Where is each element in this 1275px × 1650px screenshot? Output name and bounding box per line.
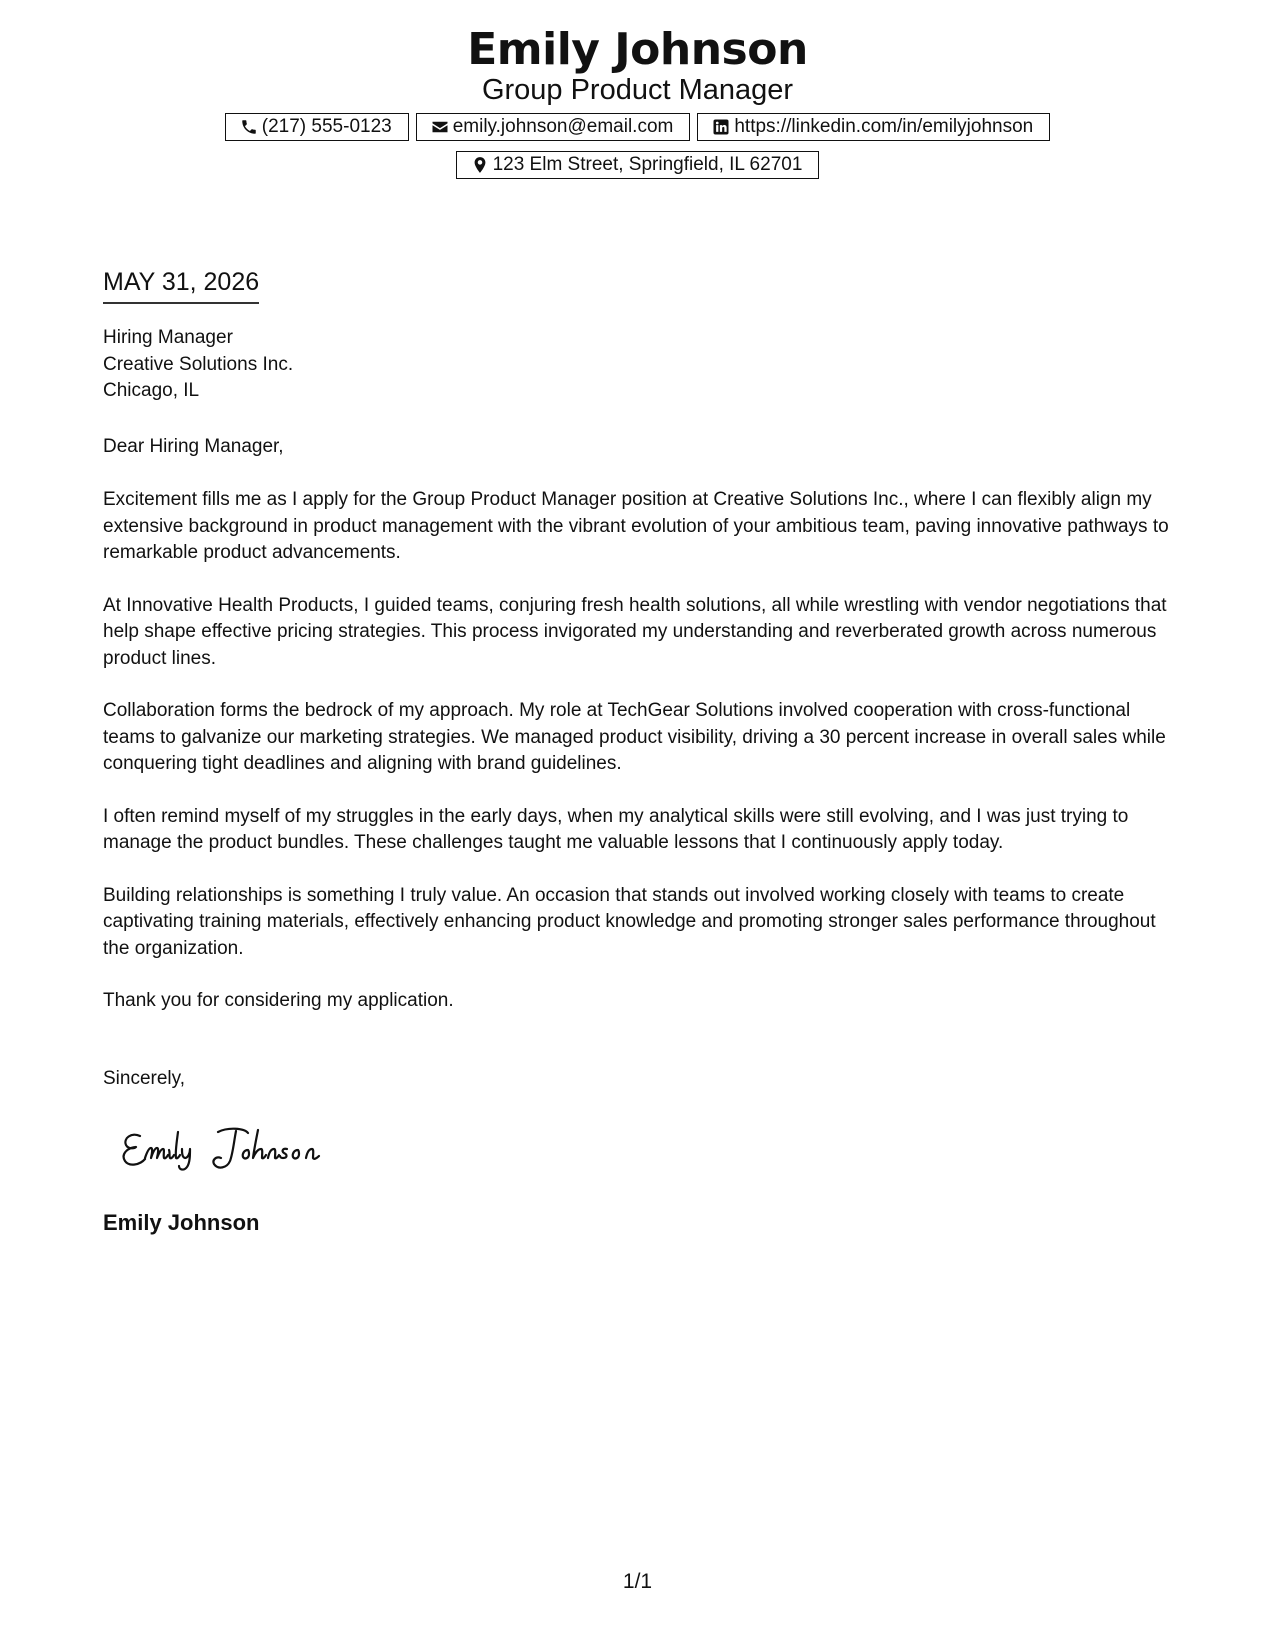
body-paragraph: I often remind myself of my struggles in the early days, when my analytical skills were still evolving, and I was just trying to manage the product bundles. These challenges taught me valuable lessons that I continuously apply today. <box>103 805 1129 853</box>
closing: Sincerely, <box>103 1068 186 1089</box>
letter-body <box>103 487 1173 1041</box>
contact-email[interactable] <box>416 113 691 141</box>
applicant-role: Group Product Manager <box>481 74 794 106</box>
body-paragraph: Building relationships is something I truly value. An occasion that stands out involved working closely with teams to create captivating training materials, effectively enhancing product knowledge and promoting stronger sales performance throughout the organization. <box>103 884 1156 959</box>
contact-linkedin[interactable] <box>697 113 1050 141</box>
salutation: Dear Hiring Manager, <box>103 436 284 457</box>
contact-email-text: emily.johnson@email.com <box>452 116 674 137</box>
body-paragraph: At Innovative Health Products, I guided teams, conjuring fresh health solutions, all while wrestling with vendor negotiations that help shape effective pricing strategies. This process invigorated my understanding and reverberated growth across numerous product lines. <box>103 594 1167 669</box>
page-indicator: 1/1 <box>622 1570 653 1593</box>
contact-row-primary <box>0 113 1275 141</box>
contact-address-text: 123 Elm Street, Springfield, IL 62701 <box>492 154 803 175</box>
recipient-block <box>103 325 293 405</box>
envelope-icon <box>431 118 449 136</box>
recipient-company: Creative Solutions Inc. <box>103 353 294 375</box>
body-paragraph: Collaboration forms the bedrock of my approach. My role at TechGear Solutions involved cooperation with cross-functional teams to galvanize our marketing strategies. We managed product visibility, driving a 30 percent increase in overall sales while conquering tight deadlines and aligning with brand guidelines. <box>103 700 1166 774</box>
contact-linkedin-text: https://linkedin.com/in/emilyjohnson <box>734 116 1034 137</box>
contact-phone-text: (217) 555-0123 <box>261 116 392 137</box>
signer-name: Emily Johnson <box>103 1210 260 1235</box>
handwritten-signature <box>118 1118 358 1178</box>
linkedin-icon <box>712 118 730 136</box>
letter-date: MAY 31, 2026 <box>103 266 259 304</box>
contact-address[interactable] <box>456 151 820 179</box>
contact-phone[interactable] <box>225 113 409 141</box>
recipient-location: Chicago, IL <box>103 380 200 401</box>
body-paragraph: Thank you for considering my application. <box>103 990 454 1011</box>
map-pin-icon <box>471 156 489 174</box>
contact-row-secondary <box>0 151 1275 179</box>
phone-icon <box>240 118 258 136</box>
recipient-title: Hiring Manager <box>103 327 233 348</box>
applicant-name: Emily Johnson <box>467 24 808 75</box>
body-paragraph: Excitement fills me as I apply for the Group Product Manager position at Creative Solutions Inc., where I can flexibly align my extensive background in product management with the vibrant evolution of your ambitious team, paving innovative pathways to remarkable product advancements. <box>103 489 1169 563</box>
